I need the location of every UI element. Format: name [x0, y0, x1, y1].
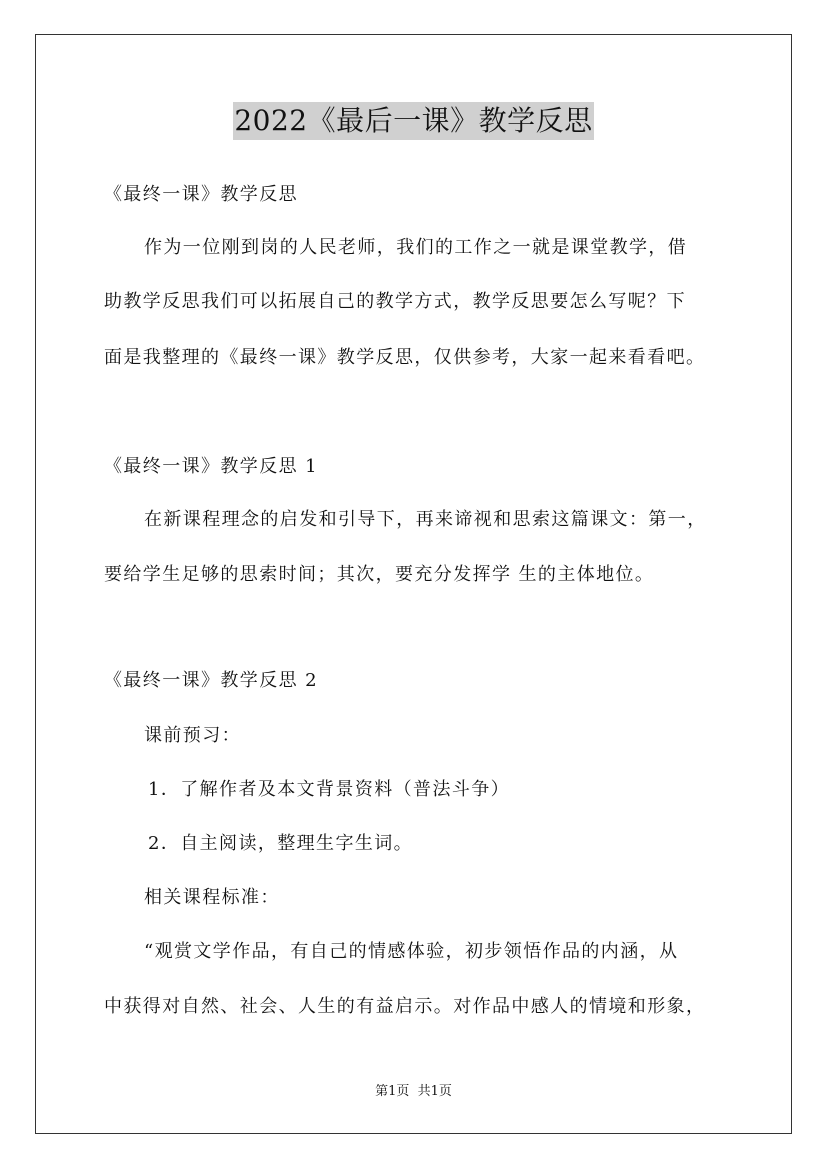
text-line: 《最终一课》教学反思 2 [104, 670, 318, 691]
title-container [0, 102, 827, 140]
text-line: 《最终一课》教学反思 [104, 184, 298, 205]
text-line: 助教学反思我们可以拓展自己的教学方式，教学反思要怎么写呢？下 [104, 291, 686, 312]
text-line: 作为一位刚到岗的人民老师，我们的工作之一就是课堂教学，借 [144, 237, 688, 258]
text-line: 中获得对自然、社会、人生的有益启示。对作品中感人的情境和形象， [104, 996, 706, 1017]
text-line: 在新课程理念的启发和引导下，再来谛视和思索这篇课文：第一， [144, 509, 707, 530]
text-line: 面是我整理的《最终一课》教学反思，仅供参考，大家一起来看看吧。 [104, 347, 706, 368]
text-line: 2．自主阅读，整理生字生词。 [148, 833, 414, 854]
document-title: 2022《最后一课》教学反思 [233, 102, 593, 140]
text-line: 《最终一课》教学反思 1 [104, 456, 318, 477]
text-line: “观赏文学作品，有自己的情感体验，初步领悟作品的内涵，从 [144, 941, 679, 962]
text-line: 要给学生足够的思索时间；其次，要充分发挥学 生的主体地位。 [104, 564, 655, 585]
text-line: 1．了解作者及本文背景资料（普法斗争） [148, 779, 511, 800]
page-footer: 第1页 共1页 [375, 1084, 452, 1099]
text-line: 课前预习： [144, 725, 241, 746]
text-line: 相关课程标准： [144, 887, 280, 908]
